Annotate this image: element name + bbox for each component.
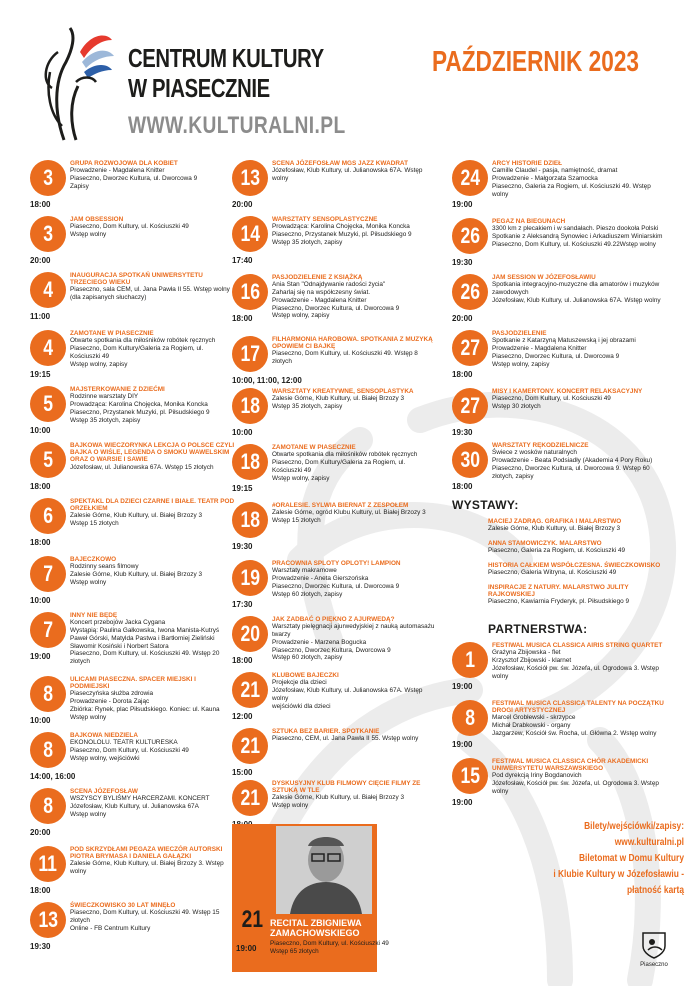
month-title: PAŹDZIERNIK 2023 [432,46,639,78]
event-title: PEGAZ NA BIEGUNACH [492,218,566,225]
event-details: Rodzinne warsztaty DIY Prowadząca: Karolina Chojęcka, Monika Koncka Piaseczno, Przystanek Muzyki, pl. Piłsudskiego 9 Wstęp 35 złotych, zapisy [70,393,210,424]
event-body [492,388,667,411]
event-time: 18:00 [452,482,473,491]
event-time: 19:30 [30,942,51,951]
event-body [492,442,667,480]
event-time: 19:30 [232,542,253,551]
event-body [70,676,235,722]
event-title: GRUPA ROZWOJOWA DLA KOBIET [70,160,178,167]
recital-date-badge: 21 [241,906,263,933]
event-time: 19:00 [30,652,51,661]
event-title: ZAMOTANE W PIASECZNIE [272,444,356,451]
event-title: MISY I KAMERTONY. KONCERT RELAKSACYJNY [492,388,643,395]
event-title: FILHARMONIA HAROBOWA. SPOTKANIA Z MUZYKĄ OPOWIEM CI BAJKĘ [272,336,433,351]
event-title: ZAMOTANE W PIASECZNIE [70,330,154,337]
event-body [70,216,235,239]
event-details: Marcel Grobłewski - skrzypce Michał Drabkowski - organy Jazgarzew, Kościół św. Rocha, ul. Główna 2. Wstęp wolny [492,714,657,737]
event-details: Piaseczno, Dom Kultury, ul. Kościuszki 49. Wstęp 8 złotych [272,350,418,366]
page-header [0,0,696,150]
date-badge: 15 [452,758,488,794]
event-time: 20:00 [30,828,51,837]
event-time: 18:00 [30,538,51,547]
date-badge: 3 [30,160,66,196]
event-details: Piaseczno, sala CEM, ul. Jana Pawła II 55. Wstęp wolny (dla zapisanych słuchaczy) [70,286,230,302]
date-badge: 7 [30,556,66,592]
event-details: Piaseczyńska służba zdrowia Prowadzenie - Dorota Zając Zbiórka: Rynek, plac Piłsudskiego. Koniec: ul. Kauna Wstęp wolny [70,690,220,721]
event-body [492,642,667,680]
date-badge: 6 [30,498,66,534]
event-time: 19:30 [452,428,473,437]
event-details: WSZYSCY BYLIŚMY HARCERZAMI. KONCERT Józefosław, Klub Kultury, ul. Julianowska 67A Wstęp wolny [70,795,210,818]
event-time: 14:00, 16:00 [30,772,76,781]
event-title: SCENA JÓZEFOSŁAW MGS JAZZ KWADRAT [272,160,408,167]
event-title: DYSKUSYJNY KLUB FILMOWY CIĘCIE FILMY ZE SZTUKĄ W TLE [272,780,421,795]
date-badge: 18 [232,502,268,538]
event-body [272,274,437,320]
event-title: JAK ZADBAĆ O PIĘKNO Z AJURWEDĄ? [272,616,395,623]
date-badge: 21 [232,728,268,764]
website-link[interactable]: WWW.KULTURALNI.PL [128,112,346,139]
event-body [70,556,235,587]
event-title: JAM OBSESSION [70,216,124,223]
date-badge: 8 [452,700,488,736]
date-badge: 1 [452,642,488,678]
event-time: 10:00 [232,428,253,437]
event-details: Zalesie Górne, Klub Kultury, ul. Białej Brzozy 3 Wstęp 15 złotych [70,512,203,528]
event-title: JAM SESSION W JÓZEFOSŁAWIU [492,274,596,281]
event-title: INAUGURACJA SPOTKAŃ UNIWERSYTETU TRZECIEGO WIEKU [70,272,203,287]
event-time: 18:00 [30,482,51,491]
exhibition-title: INSPIRACJE Z NATURY. MALARSTWO JULITY RAJKOWSKIEJ [488,584,629,599]
event-time: 10:00 [30,426,51,435]
exhibition-location: Piaseczno, Galeria za Rogiem, ul. Kościuszki 49 [488,547,626,555]
event-time: 10:00 [30,716,51,725]
date-badge: 30 [452,442,488,478]
date-badge: 26 [452,218,488,254]
event-body [272,780,437,810]
event-details: EKONOLOLU. TEATR KULTURESKA Piaseczno, Dom Kultury, ul. Kościuszki 49 Wstęp wolny, wejściówki [70,739,189,762]
exhibition-location: Piaseczno, Kawiarnia Fryderyk, pl. Piłsudskiego 9 [488,598,630,606]
event-details: Zalesie Górne, Klub Kultury, ul. Białej Brzozy 3 Wstęp wolny [272,794,405,810]
exhibition-location: Piaseczno, Galeria Witryna, ul. Kościuszki 49 [488,569,617,577]
date-badge: 3 [30,216,66,252]
date-badge: 4 [30,330,66,366]
centrum-kultury-logo-icon [36,22,116,142]
event-details: Zalesie Górne, Klub Kultury, ul. Białej Brzozy 3. Wstęp wolny [70,860,224,876]
event-details: Prowadzenie - Magdalena Knitter Piaseczno, Dworzec Kultura, ul. Dworcowa 9 Zapisy [70,167,198,190]
event-body [272,160,437,183]
event-time: 18:00 [30,200,51,209]
event-title: SPEKTAKL DLA DZIECI CZARNE I BIAŁE. TEATR POD ORZEŁKIEM [70,498,235,513]
date-badge: 5 [30,442,66,478]
partnership-heading: PARTNERSTWA: [488,622,588,636]
event-body [492,330,667,368]
date-badge: 20 [232,616,268,652]
event-title: ARCY HISTORIE DZIEŁ [492,160,563,167]
event-time: 18:00 [232,314,253,323]
event-title: WARSZTATY SENSOPLASTYCZNE [272,216,378,223]
event-time: 17:40 [232,256,253,265]
event-time: 19:00 [452,740,473,749]
piaseczno-logo [640,930,668,974]
event-time: 20:00 [30,256,51,265]
org-name-line1: CENTRUM KULTURY [128,43,324,73]
date-badge: 13 [30,902,66,938]
event-body [272,672,437,710]
event-details: Józefosław, Klub Kultury, ul. Julianowska 67A. Wstęp wolny [272,167,423,182]
event-body [70,272,235,302]
event-time: 19:15 [232,484,253,493]
event-time: 20:00 [232,200,253,209]
event-details: Warsztaty makramowe Prowadzenie - Aneta Gierszońska Piaseczno, Dworzec Kultura, ul. Dworcowa 9 Wstęp 60 złotych, zapisy [272,567,400,598]
event-time: 11:00 [30,312,51,321]
event-body [492,160,667,198]
event-details: Piaseczno, Dom Kultury, ul. Kościuszki 49 Wstęp 30 złotych [492,395,611,410]
exhibition-location: Zalesie Górne, Klub Kultury, ul. Białej Brzozy 3 [488,525,621,533]
event-time: 19:00 [452,798,473,807]
event-title: KLUBOWE BAJECZKI [272,672,339,679]
event-details: Piaseczno, CEM, ul. Jana Pawła II 55. Wstęp wolny [272,735,419,743]
event-title: WARSZTATY KREATYWNE, SENSOPLASTYKA [272,388,414,395]
event-details: Piaseczno, Dom Kultury, ul. Kościuszki 49 Wstęp wolny [70,223,189,238]
date-badge: 18 [232,388,268,424]
event-body [492,218,667,249]
recital-details: Piaseczno, Dom Kultury, ul. Kościuszki 49 Wstęp 65 złotych [270,940,389,955]
event-body [70,386,235,424]
date-badge: 27 [452,330,488,366]
event-details: Prowadząca: Karolina Chojęcka, Monika Koncka Piaseczno, Przystanek Muzyki, pl. Piłsudskiego 9 Wstęp 35 złotych, zapisy [272,223,412,246]
event-title: FESTIWAL MUSICA CLASSICA AIRIS STRING QUARTET [492,642,663,649]
event-details: Otwarte spotkania dla miłośników robótek ręcznych Piaseczno, Dom Kultury/Galeria za Rogiem, ul. Kościuszki 49 Wstęp wolny, zapisy [70,337,216,368]
event-body [492,274,667,305]
event-time: 15:00 [232,768,253,777]
event-title: ULICAMI PIASECZNA. SPACER MIEJSKI I PODMIEJSKI [70,676,196,691]
event-body [272,388,437,411]
event-details: Ania Stan "Odnajdywanie radości życia" Zaharlaj się na współczesny świat. Prowadzenie - Magdalena Knitter Piaseczno, Dworzec Kultura, ul. Dworcowa 9 Wstęp wolny, zapisy [272,281,400,320]
event-body [70,442,235,471]
event-body [70,732,235,763]
event-title: POD SKRZYDŁAMI PEGAZA WIECZÓR AUTORSKI PIOTRA BRYMASA I DANIELA GAŁĄZKI [70,846,223,861]
event-time: 18:00 [30,886,51,895]
event-title: PRACOWNIA SPLOTY OPLOTY! LAMPION [272,560,401,567]
event-details: Camille Claudel - pasja, namiętność, dramat Prowadzenie - Małgorzata Szamocka Piaseczno, Galeria za Rogiem, ul. Kościuszki 49. Wstęp wolny [492,167,651,198]
date-badge: 4 [30,272,66,308]
exhibition-title: MACIEJ ZADRĄG. GRAFIKA I MALARSTWO [488,518,622,525]
event-details: Spotkania integracyjno-muzyczne dla amatorów i muzyków zawodowych Józefosław, Klub Kultury, ul. Julianowska 67A. Wstęp wolny [492,281,661,304]
event-time: 18:00 [232,656,253,665]
event-time: 20:00 [452,314,473,323]
event-details: Otwarte spotkania dla miłośników robótek ręcznych Piaseczno, Dom Kultury/Galeria za Rogiem, ul. Kościuszki 49 Wstęp wolny, zapisy [272,451,418,482]
date-badge: 8 [30,788,66,824]
date-badge: 26 [452,274,488,310]
date-badge: 14 [232,216,268,252]
date-badge: 21 [232,672,268,708]
piaseczno-logo-text: Piaseczno [640,962,668,968]
date-badge: 13 [232,160,268,196]
event-title: INNY NIE BĘDĘ [70,612,118,619]
event-details: 3300 km z plecakiem i w sandałach. Pieszo dookoła Polski Spotkanie z Aleksandrą Synowiec i Arkadiuszem Winiarskim Piaseczno, Dom Kultury, ul. Kościuszki 49.22Wstęp wolny [492,225,663,248]
date-badge: 18 [232,444,268,480]
event-body [272,560,437,598]
exhibition-title: ANNA STAMOWICZYK. MALARSTWO [488,540,602,547]
event-title: BAJKOWA NIEDZIELA [70,732,138,739]
event-body [272,216,437,247]
event-title: MAJSTERKOWANIE Z DZIEĆMI [70,386,165,393]
event-time: 19:00 [452,682,473,691]
event-title: SCENA JÓZEFOSŁAW [70,788,138,795]
recital-time: 19:00 [236,944,257,953]
event-details: Pod dyrekcją Iriny Bogdanovich Józefosław, Kościół pw. św. Józefa, ul. Ogrodowa 3. Wstęp wolny [492,772,659,795]
event-body [272,616,437,662]
event-details: Józefosław, ul. Julianowska 67A. Wstęp 15 złotych [70,463,214,471]
event-title: BAJECZKOWO [70,556,117,563]
event-body [70,788,235,819]
recital-title: RECITAL ZBIGNIEWA ZAMACHOWSKIEGO [270,918,362,938]
event-details: Spotkanie z Katarzyną Matuszewską i jej obrazami Prowadzenie - Magdalena Knitter Piaseczno, Dworzec Kultura, ul. Dworcowa 9 Wstęp wolny, zapisy [492,337,636,368]
event-details: Zalesie Górne, ogród Klubu Kultury, ul. Białej Brzozy 3 Wstęp 15 złotych [272,509,426,524]
event-body [492,758,667,796]
event-body [272,728,437,743]
date-badge: 16 [232,274,268,310]
date-badge: 24 [452,160,488,196]
event-title: PASJODZIELENIE [492,330,547,337]
event-body [70,846,235,876]
date-badge: 7 [30,612,66,648]
event-body [70,902,235,933]
exhibition-title: HISTORIA CAŁKIEM WSPÓŁCZESNA. ŚWIECZKOWISKO [488,562,661,569]
event-body [70,612,235,666]
event-details: Rodzinny seans filmowy Zalesie Górne, Klub Kultury, ul. Białej Brzozy 3 Wstęp wolny [70,563,203,586]
event-title: ŚWIECZKOWISKO 30 LAT MINĘŁO [70,902,176,909]
event-body [70,160,235,191]
event-title: BAJKOWA WIECZORYNKA LEKCJA O POLSCE CZYLI BAJKA O WIŚLE, LEGENDA O SMOKU WAWELSKIM ORAZ O WARSIE I SAWIE [70,442,235,464]
event-body [492,700,667,738]
date-badge: 8 [30,732,66,768]
event-time: 10:00, 11:00, 12:00 [232,376,302,385]
event-time: 19:30 [452,258,473,267]
event-time: 18:00 [452,370,473,379]
event-time: 17:30 [232,600,253,609]
date-badge: 8 [30,676,66,712]
event-details: Warsztaty pielęgnacji ajurwedyjskiej z nauką automasażu twarzy Prowadzenie - Marzena Bogucka Piaseczno, Dworzec Kultura, Dworcowa 9 Wstęp 60 złotych, zapisy [272,623,435,662]
org-name-line2: W PIASECZNIE [128,73,270,103]
event-body [272,336,437,366]
event-body [272,502,437,525]
event-details: Projekcje dla dzieci Józefosław, Klub Kultury, ul. Julianowska 67A. Wstęp wolny wejściówki dla dzieci [272,679,423,710]
date-badge: 27 [452,388,488,424]
event-body [70,498,235,528]
date-badge: 5 [30,386,66,422]
date-badge: 21 [232,780,268,816]
event-time: 12:00 [232,712,253,721]
event-details: Piaseczno, Dom Kultury, ul. Kościuszki 49. Wstęp 15 złotych Online - FB Centrum Kultury [70,909,220,932]
event-title: FESTIWAL MUSICA CLASSICA TALENTY NA POCZĄTKU DROGI ARTYSTYCZNEJ [492,700,664,715]
tickets-info[interactable]: Bilety/wejściówki/zapisy: www.kulturalni.pl Biletomat w Domu Kultury i Klubie Kultury w Józefosławiu - płatność kartą [553,820,684,896]
event-body [70,330,235,368]
event-body [272,444,437,482]
event-time: 19:00 [452,200,473,209]
event-title: SZTUKA BEZ BARIER. SPOTKANIE [272,728,380,735]
event-time: 19:15 [30,370,51,379]
event-title: #ORALESIE. SYLWIA BIERNAT Z ZESPOŁEM [272,502,409,509]
exhibitions-heading: WYSTAWY: [452,498,519,512]
event-title: FESTIWAL MUSICA CLASSICA CHÓR AKADEMICKI UNIWERSYTETU WARSZAWSKIEGO [492,758,649,773]
event-details: Koncert przebojów Jacka Cygana Wystąpią: Paulina Gałkowska, Iwona Manista-Kutryś Paweł Górski, Matylda Pastwa i Bartłomiej Zieliński Sławomir Kosiński i Norbert Satora Piaseczno, Dom Kultury, ul. Kościuszki 49. Wstęp 20 złotych [70,619,220,666]
event-title: WARSZTATY RĘKODZIELNICZE [492,442,589,449]
date-badge: 17 [232,336,268,372]
recital-photo [276,826,372,914]
event-details: Grażyna Zbijowska - flet Krzysztof Zbijowski - klarnet Józefosław, Kościół pw. św. Józefa, ul. Ogrodowa 3. Wstęp wolny [492,649,659,680]
piaseczno-crest-icon [640,930,668,960]
date-badge: 19 [232,560,268,596]
date-badge: 11 [30,846,66,882]
event-details: Zalesie Górne, Klub Kultury, ul. Białej Brzozy 3 Wstęp 35 złotych, zapisy [272,395,405,410]
event-details: Świece z wosków naturalnych Prowadzenie - Beata Podsiadły (Akademia 4 Pory Roku) Piaseczno, Dworzec Kultura, ul. Dworcowa 9. Wstęp 60 złotych, zapisy [492,449,653,480]
event-title: PASJODZIELENIE Z KSIĄŻKĄ [272,274,363,281]
event-time: 10:00 [30,596,51,605]
